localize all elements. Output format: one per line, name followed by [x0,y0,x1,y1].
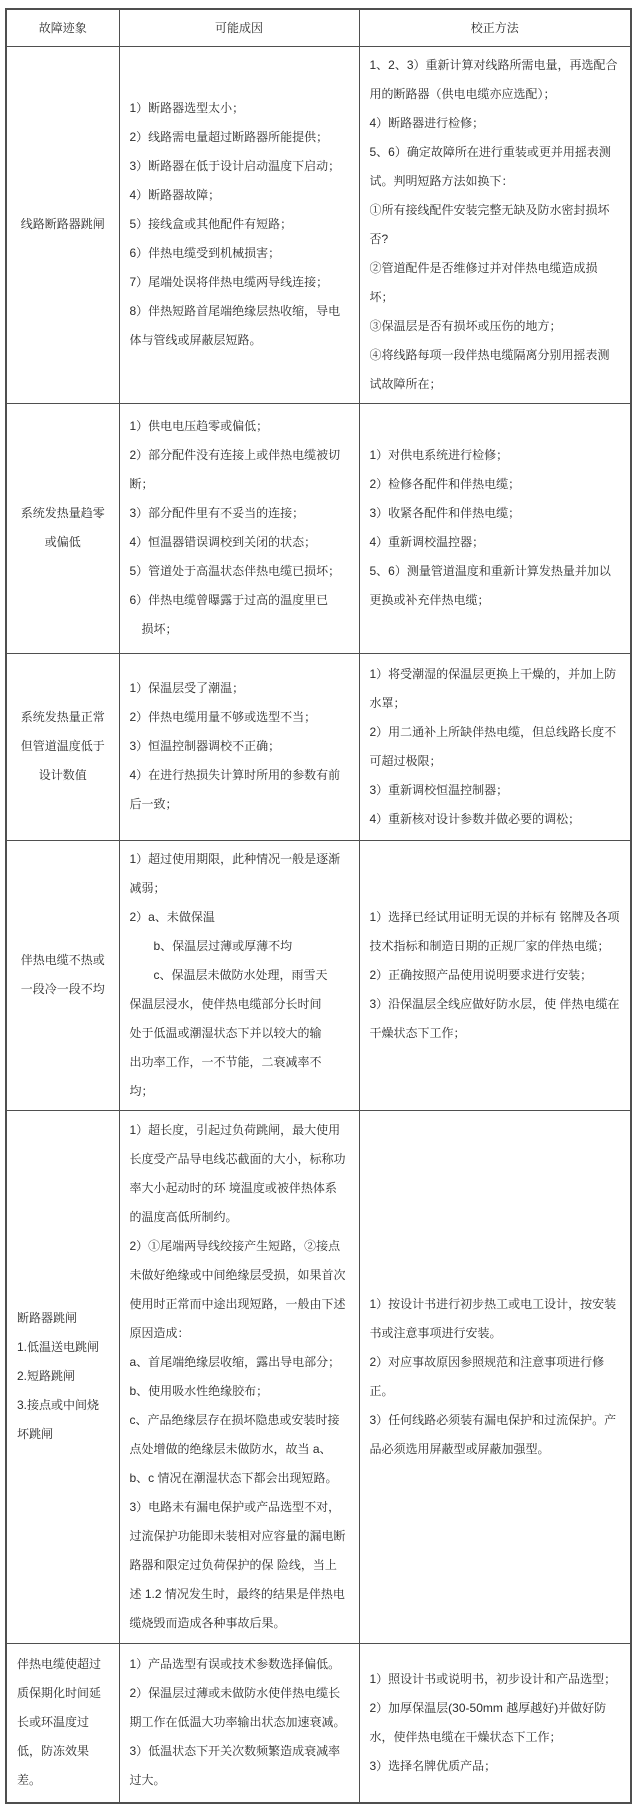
table-row [6,403,631,653]
table-row [6,840,631,1110]
text-line: ①所有接线配件安装完整无缺及防水密封损坏否? [369,202,610,246]
text-line: ④将线路每项一段伴热电缆隔离分别用摇表测试故障所在； [369,347,610,391]
text-line: 3）恒温控制器调校不正确； [129,739,281,753]
text-line: 2）对应事故原因参照规范和注意事项进行修正。 [369,1354,605,1398]
table-row [6,46,631,403]
causes-cell [119,653,359,840]
text-line: 处于低温或潮湿状态下并以较大的输 [129,1025,322,1040]
text-line: 损坏； [129,622,178,636]
symptom-cell [6,1643,119,1803]
table-header-row [6,9,631,46]
text-line: 3）任何线路必须装有漏电保护和过流保护。产品必须选用屏蔽型或屏蔽加强型。 [369,1412,617,1456]
text-line: 3）低温状态下开关次数频繁造成衰减率过大。 [129,1744,341,1788]
text-line: 2）a、未做保温 [129,909,215,924]
text-line: 系统发热量正常但管道温度低于设计数值 [20,710,105,782]
text-line: 5、6）测量管道温度和重新计算发热量并加以更换或补充伴热电缆； [369,564,611,607]
text-line: 4）断路器故障； [129,188,221,202]
text-line: 2）用二通补上所缺伴热电缆，但总线路长度不可超过极限； [369,724,617,768]
column-header-symptom: 故障迹象 [6,9,119,46]
text-line: 4）重新调校温控器； [369,535,485,549]
text-line: 线路断路器跳闸 [20,217,105,231]
text-line: 2）加厚保温层(30-50mm 越厚越好)并做好防水，使伴热电缆在干燥状态下工作； [369,1700,607,1744]
text-line: 6）伴热电缆受到机械损害； [129,246,281,260]
troubleshooting-table [5,8,632,1804]
text-line: 1）超长度，引起过负荷跳闸，最大使用长度受产品导电线芯截面的大小，标称功率大小起动时的环 境温度或被伴热体系的温度高低所制约。 [129,1122,346,1224]
text-line: 2）伴热电缆用量不够或选型不当； [129,710,317,724]
text-line: 2.短路跳闸 [17,1369,76,1383]
text-line: ②管道配件是否维修过并对伴热电缆造成损坏； [369,260,598,304]
text-line: 3）电路未有漏电保护或产品选型不对，过流保护功能即未装相对应容量的漏电断路器和限定过负荷保护的保 险线，当上述 1.2 情况发生时，最终的结果是伴热电缆烧毁而造成各种事故后果。 [129,1499,346,1630]
corrections-cell [359,840,631,1110]
text-line: 7）尾端处误将伴热电缆两导线连接； [129,275,329,289]
text-line: 3）部分配件里有不妥当的连接； [129,506,305,520]
text-line: 2）部分配件没有连接上或伴热电缆被切断； [129,448,341,491]
text-line: b、使用吸水性绝缘胶布； [129,1383,269,1398]
column-header-correction: 校正方法 [359,9,631,46]
text-line: 1）对供电系统进行检修； [369,448,509,462]
text-line: 1）将受潮湿的保温层更换上干燥的，并加上防水罩； [369,666,617,710]
text-line: 系统发热量趋零或偏低 [20,506,105,549]
text-line: 3）收紧各配件和伴热电缆； [369,506,521,520]
text-line: 1）按设计书进行初步热工或电工设计，按安装书或注意事项进行安装。 [369,1296,617,1340]
text-line: 1）保温层受了潮温； [129,681,245,695]
text-line: b、保温层过薄或厚薄不均 [129,938,293,953]
text-line: c、保温层未做防水处理，雨雪天 [129,967,328,982]
causes-cell [119,46,359,403]
column-header-cause: 可能成因 [119,9,359,46]
text-line: 2）①尾端两导线绞接产生短路，②接点未做好绝缘或中间绝缘层受损，如果首次使用时正常而中途出现短路，一般由下述原因造成： [129,1238,346,1340]
text-line: ③保温层是否有损坏或压伤的地方； [369,318,562,333]
text-line: 2）线路需电量超过断路器所能提供； [129,130,329,144]
text-line: 3）断路器在低于设计启动温度下启动； [129,159,341,173]
corrections-cell [359,653,631,840]
text-line: 1）照设计书或说明书，初步设计和产品选型； [369,1671,617,1686]
table-row [6,1110,631,1643]
text-line: 伴热电缆不热或一段冷一段不均 [20,953,105,996]
text-line: 1）超过使用期限，此种情况一般是逐渐减弱； [129,851,341,895]
causes-cell [119,403,359,653]
text-line: 出功率工作，一不节能，二衰减率不 [129,1054,322,1069]
text-line: 8）伴热短路首尾端绝缘层热收缩，导电体与管线或屏蔽层短路。 [129,304,341,347]
text-line: 2）保温层过薄或未做防水使伴热电缆长期工作在低温大功率输出状态加速衰减。 [129,1686,346,1730]
text-line: 伴热电缆使超过质保期化时间延长或环温度过低，防冻效果差。 [17,1657,102,1788]
text-line: 5）管道处于高温状态伴热电缆已损坏；6）伴热电缆曾曝露于过高的温度里已 [129,564,341,607]
text-line: a、首尾端绝缘层收缩，露出导电部分； [129,1354,341,1369]
text-line: 1）断路器选型太小； [129,101,245,115]
symptom-cell [6,46,119,403]
text-line: 3.接点或中间烧坏跳闸 [17,1398,100,1441]
table-row [6,653,631,840]
corrections-cell [359,1110,631,1643]
causes-cell [119,840,359,1110]
text-line: 保温层浸水，使伴热电缆部分长时间 [129,996,322,1011]
symptom-cell [6,653,119,840]
text-line: 2）检修各配件和伴热电缆； [369,477,521,491]
text-line: 均； [129,1083,154,1098]
text-line: 1）产品选型有误或技术参数选择偏低。 [129,1657,341,1672]
text-line: 断路器跳闸 [17,1311,78,1325]
corrections-cell [359,46,631,403]
text-line: 3）重新调校恒温控制器； [369,782,509,797]
corrections-cell [359,403,631,653]
text-line: 5）接线盒或其他配件有短路； [129,217,293,231]
table-row [6,1643,631,1803]
symptom-cell [6,1110,119,1643]
text-line: 1）选择已经试用证明无误的并标有 铭牌及各项技术指标和制造日期的正规厂家的伴热电缆； [369,909,620,953]
text-line: 1.低温送电跳闸 [17,1340,100,1354]
causes-cell [119,1110,359,1643]
text-line: 4）重新核对设计参数并做必要的调松； [369,811,581,826]
causes-cell [119,1643,359,1803]
text-line: 3）选择名牌优质产品； [369,1758,497,1773]
text-line: c、产品绝缘层存在损坏隐患或安装时接点处增做的绝缘层未做防水，故当 a、b、c 情况在潮湿状态下都会出现短路。 [129,1412,340,1485]
text-line: 2）正确按照产品使用说明要求进行安装； [369,967,593,982]
text-line: 1）供电电压趋零或偏低； [129,419,269,433]
text-line: 5、6）确定故障所在进行重装或更并用摇表测试。判明短路方法如换下： [369,144,611,188]
text-line: 1、2、3）重新计算对线路所需电量，再选配合用的断路器（供电电缆亦应选配）； [369,57,618,101]
text-line: 4）在进行热损失计算时所用的参数有前后一致； [129,768,341,811]
text-line: 4）恒温器错误调校到关闭的状态； [129,535,317,549]
text-line: 4）断路器进行检修； [369,115,485,130]
symptom-cell [6,840,119,1110]
symptom-cell [6,403,119,653]
text-line: 3）沿保温层全线应做好防水层，使 伴热电缆在干燥状态下工作； [369,996,620,1040]
corrections-cell [359,1643,631,1803]
